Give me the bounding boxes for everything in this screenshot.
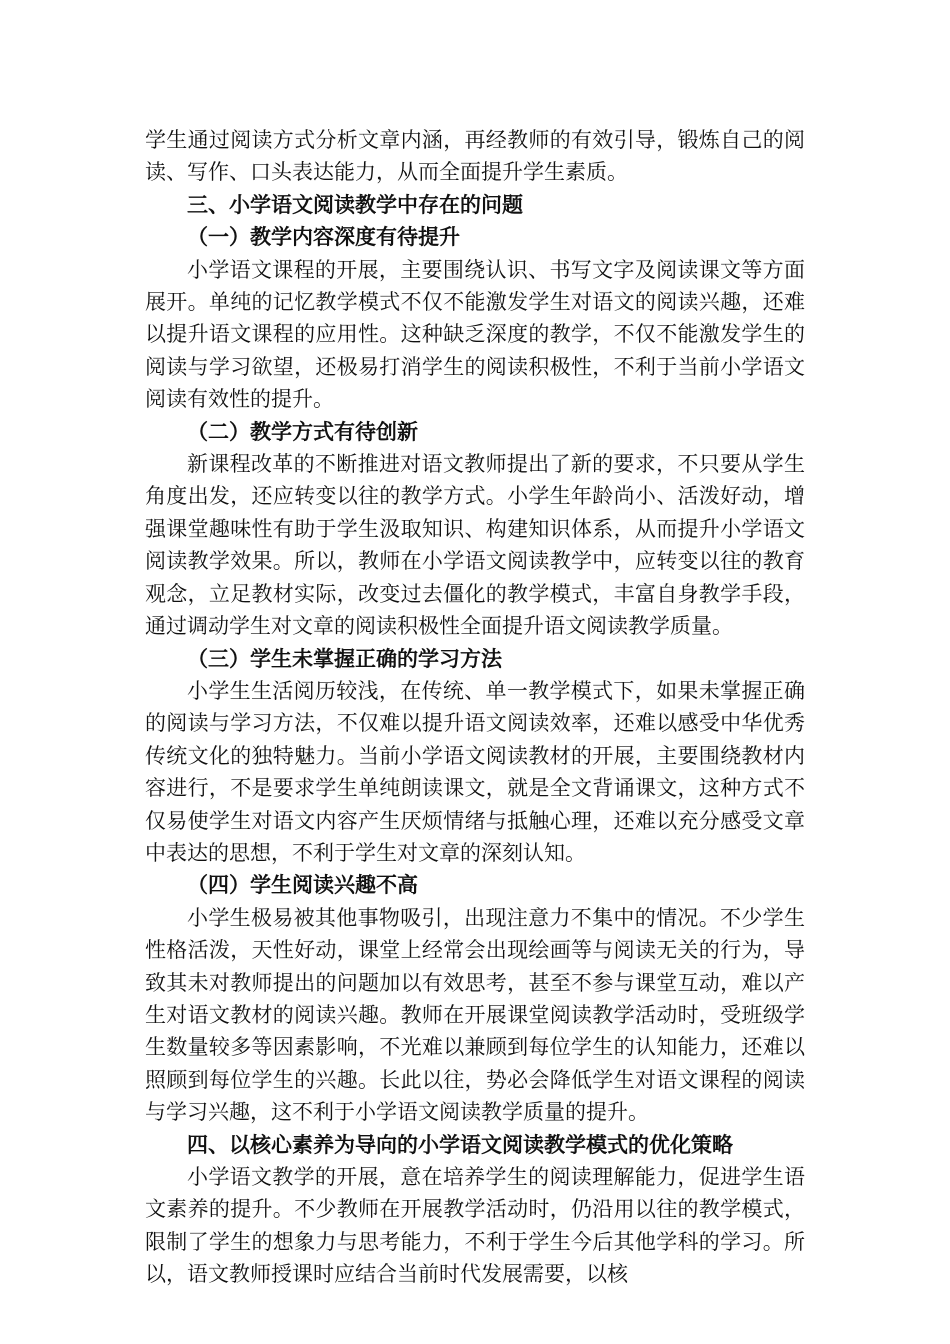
paragraph-subsection-4: 小学生极易被其他事物吸引，出现注意力不集中的情况。不少学生性格活泼，天性好动，课堂上经常会出现绘画等与阅读无关的行为，导致其未对教师提出的问题加以有效思考，甚至不参与课堂互动，难以产生对语文教材的阅读兴趣。教师在开展课堂阅读教学活动时，受班级学生数量较多等因素影响，不光难以兼顾到每位学生的认知能力，还难以照顾到每位学生的兴趣。长此以往，势必会降低学生对语文课程的阅读与学习兴趣，这不利于小学语文阅读教学质量的提升。 <box>145 905 805 1125</box>
document-page <box>145 124 805 1291</box>
paragraph-subsection-1: 小学语文课程的开展，主要围绕认识、书写文字及阅读课文等方面展开。单纯的记忆教学模式不仅不能激发学生对语文的阅读兴趣，还难以提升语文课程的应用性。这种缺乏深度的教学，不仅不能激发学生的阅读与学习欲望，还极易打消学生的阅读积极性，不利于当前小学语文阅读有效性的提升。 <box>145 257 805 412</box>
subsection-heading-3: （三）学生未掌握正确的学习方法 <box>187 645 502 671</box>
paragraph-intro: 学生通过阅读方式分析文章内涵，再经教师的有效引导，锻炼自己的阅读、写作、口头表达能力，从而全面提升学生素质。 <box>145 128 805 185</box>
paragraph-subsection-3: 小学生生活阅历较浅，在传统、单一教学模式下，如果未掌握正确的阅读与学习方法，不仅难以提升语文阅读效率，还难以感受中华优秀传统文化的独特魅力。当前小学语文阅读教材的开展，主要围绕教材内容进行，不是要求学生单纯朗读课文，就是全文背诵课文，这种方式不仅易使学生对语文内容产生厌烦情绪与抵触心理，还难以充分感受文章中表达的思想，不利于学生对文章的深刻认知。 <box>145 678 805 865</box>
subsection-heading-1: （一）教学内容深度有待提升 <box>187 224 460 250</box>
subsection-heading-4: （四）学生阅读兴趣不高 <box>187 872 418 898</box>
paragraph-subsection-2: 新课程改革的不断推进对语文教师提出了新的要求，不只要从学生角度出发，还应转变以往的教学方式。小学生年龄尚小、活泼好动，增强课堂趣味性有助于学生汲取知识、构建知识体系，从而提升小学语文阅读教学效果。所以，教师在小学语文阅读教学中，应转变以往的教育观念，立足教材实际，改变过去僵化的教学模式，丰富自身教学手段，通过调动学生对文章的阅读积极性全面提升语文阅读教学质量。 <box>145 452 805 639</box>
paragraph-section-4: 小学语文教学的开展，意在培养学生的阅读理解能力，促进学生语文素养的提升。不少教师在开展教学活动时，仍沿用以往的教学模式，限制了学生的想象力与思考能力，不利于学生今后其他学科的学习。所以，语文教师授课时应结合当前时代发展需要，以核 <box>145 1165 805 1287</box>
subsection-heading-2: （二）教学方式有待创新 <box>187 418 418 444</box>
section-heading-4: 四、以核心素养为导向的小学语文阅读教学模式的优化策略 <box>187 1131 733 1157</box>
section-heading-3: 三、小学语文阅读教学中存在的问题 <box>187 191 523 217</box>
